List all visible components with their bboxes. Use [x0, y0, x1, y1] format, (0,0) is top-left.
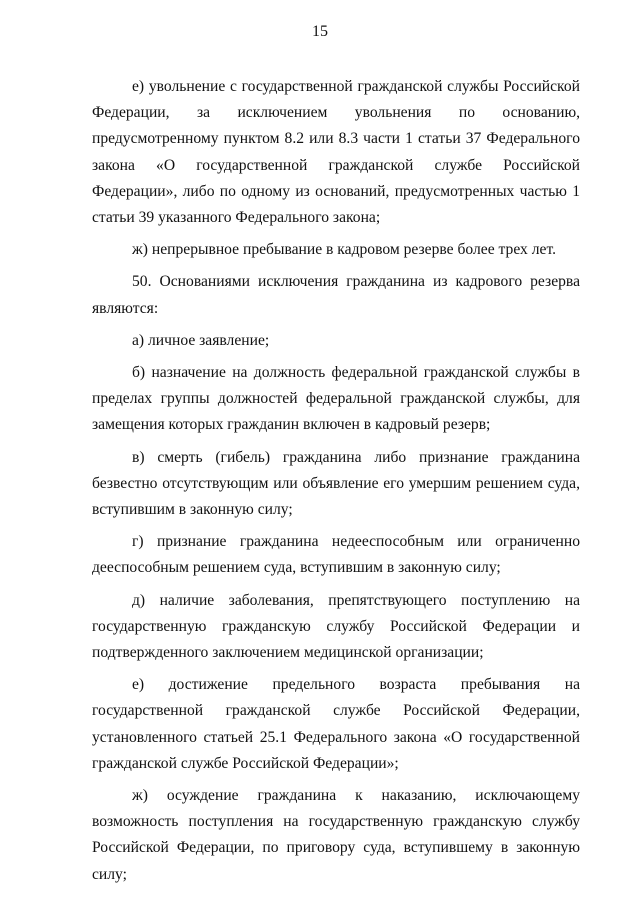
paragraph-g-incapacity: г) признание гражданина недееспособным или ограниченно дееспособным решением суда, вступившим в законную силу; — [92, 533, 580, 577]
paragraph-zh-conviction: ж) осуждение гражданина к наказанию, исключающему возможность поступления на государственную гражданскую службу Российской Федерации, по приговору суда, вступившему в законную силу; — [92, 787, 580, 883]
paragraph-b-appointment: б) назначение на должность федеральной гражданской службы в пределах группы должностей федеральной гражданской службы, для замещения которых гражданин включен в кадровый резерв; — [92, 364, 580, 434]
paragraph-e-dismissal: е) увольнение с государственной гражданской службы Российской Федерации, за исключением увольнения по основанию, предусмотренному пунктом 8.2 или 8.3 части 1 статьи 37 Федерального закона «О государственной гражданской службе Российской Федерации», либо по одному из оснований, предусмотренных частью 1 статьи 39 указанного Федерального закона; — [92, 78, 580, 227]
paragraph-d-illness: д) наличие заболевания, препятствующего поступлению на государственную гражданскую службу Российской Федерации и подтвержденного заключением медицинской организации; — [92, 591, 580, 662]
page-number: 15 — [312, 23, 328, 40]
paragraph-e-age-limit: е) достижение предельного возраста пребывания на государственной гражданской службе Российской Федерации, установленного статьей 25.1 Федерального закона «О государственной гражданской службе Российской Федерации»; — [92, 676, 580, 772]
paragraph-50-grounds: 50. Основаниями исключения гражданина из кадрового резерва являются: — [92, 273, 580, 317]
document-body — [92, 74, 580, 894]
paragraph-zh-reserve-term: ж) непрерывное пребывание в кадровом резерве более трех лет. — [132, 241, 556, 259]
paragraph-v-death: в) смерть (гибель) гражданина либо признание гражданина безвестно отсутствующим или объявление его умершим решением суда, вступившим в законную силу; — [92, 448, 580, 519]
paragraph-a-application: а) личное заявление; — [132, 331, 270, 349]
